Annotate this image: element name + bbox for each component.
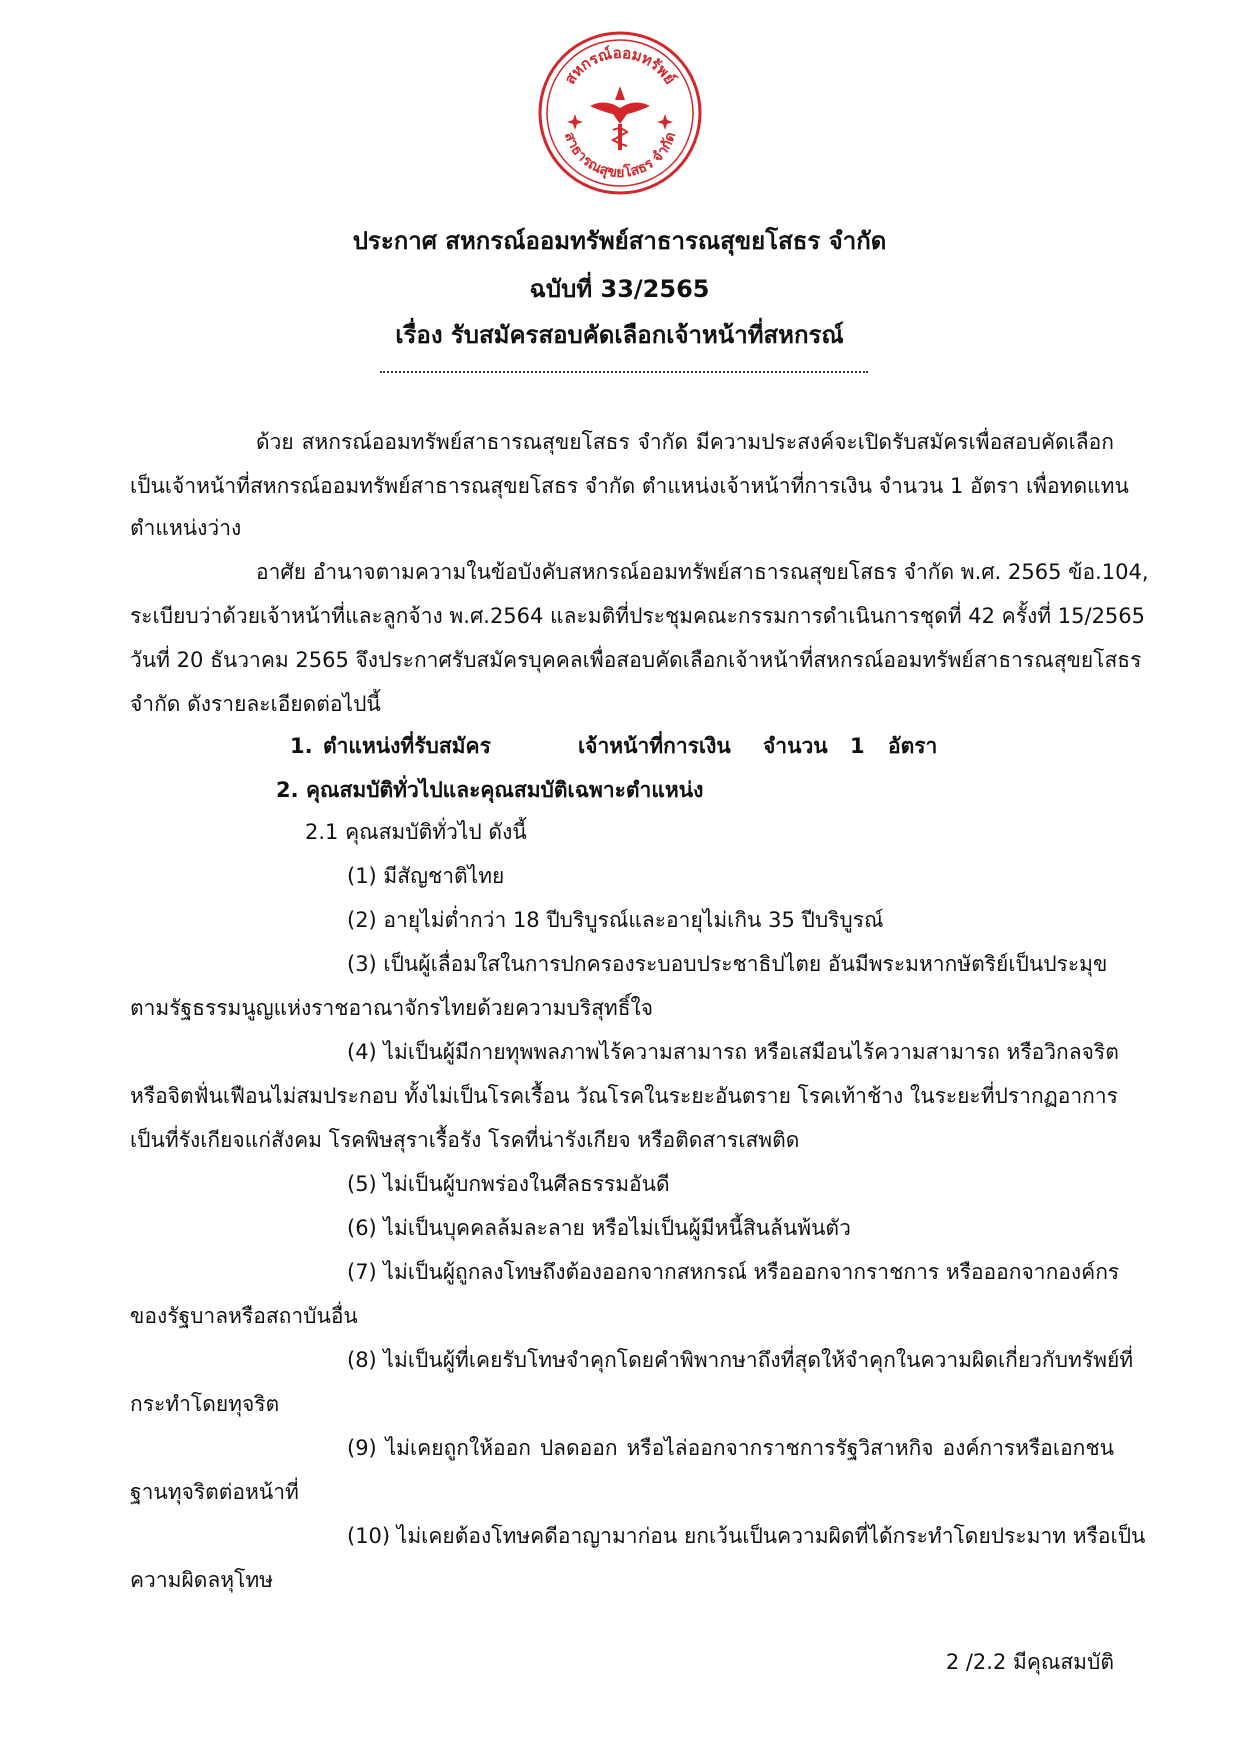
qualification-item-8-line-1: (8) ไม่เป็นผู้ที่เคยรับโทษจำคุกโดยคำพิพากษาถึงที่สุดให้จำคุกในความผิดเกี่ยวกับทรัพย์ที่ <box>347 1348 1134 1372</box>
paragraph-2-line-3: วันที่ 20 ธันวาคม 2565 จึงประกาศรับสมัครบุคคลเพื่อสอบคัดเลือกเจ้าหน้าที่สหกรณ์ออมทรัพย์สาธารณสุขยโสธร <box>130 648 1142 672</box>
qualification-item-5: (5) ไม่เป็นผู้บกพร่องในศีลธรรมอันดี <box>347 1172 670 1196</box>
qualification-item-3-line-2: ตามรัฐธรรมนูญแห่งราชอาณาจักรไทยด้วยความบริสุทธิ์ใจ <box>130 996 654 1020</box>
qualification-item-4-line-3: เป็นที่รังเกียจแก่สังคม โรคพิษสุราเรื้อรัง โรคที่น่ารังเกียจ หรือติดสารเสพติด <box>130 1128 800 1152</box>
seal-text-bottom: สาธารณสุขยโสธร จำกัด <box>560 130 680 182</box>
paragraph-2-line-2: ระเบียบว่าด้วยเจ้าหน้าที่และลูกจ้าง พ.ศ.2564 และมติที่ประชุมคณะกรรมการดำเนินการชุดที่ 42 ครั้งที่ 15/2565 <box>130 604 1146 628</box>
paragraph-1-line-2: เป็นเจ้าหน้าที่สหกรณ์ออมทรัพย์สาธารณสุขยโสธร จำกัด ตำแหน่งเจ้าหน้าที่การเงิน จำนวน 1 อัตรา เพื่อทดแทน <box>130 474 1129 498</box>
qualification-item-2: (2) อายุไม่ต่ำกว่า 18 ปีบริบูรณ์และอายุไม่เกิน 35 ปีบริบูรณ์ <box>347 908 884 932</box>
paragraph-2-line-4: จำกัด ดังรายละเอียดต่อไปนี้ <box>130 692 381 716</box>
dotted-divider <box>380 370 868 373</box>
announcement-number: ฉบับที่ 33/2565 <box>529 275 710 303</box>
cooperative-seal-logo <box>535 28 705 198</box>
qualification-item-6: (6) ไม่เป็นบุคคลล้มละลาย หรือไม่เป็นผู้มีหนี้สินล้นพ้นตัว <box>347 1216 851 1240</box>
announcement-subject: เรื่อง รับสมัครสอบคัดเลือกเจ้าหน้าที่สหกรณ์ <box>395 321 844 349</box>
section-2-1-heading: 2.1 คุณสมบัติทั่วไป ดังนี้ <box>305 820 527 844</box>
section-1-unit: อัตรา <box>888 734 938 758</box>
qualification-item-4-line-2: หรือจิตฟั่นเฟือนไม่สมประกอบ ทั้งไม่เป็นโรคเรื้อน วัณโรคในระยะอันตราย โรคเท้าช้าง ในระยะที่ปรากฏอาการ <box>130 1084 1118 1108</box>
page-continuation-note: 2 /2.2 มีคุณสมบัติ <box>945 1650 1114 1674</box>
section-1-position: เจ้าหน้าที่การเงิน <box>578 734 731 758</box>
section-1-count: 1 <box>850 734 865 758</box>
seal-text-top: สหกรณ์ออมทรัพย์ <box>560 43 680 88</box>
section-1-number: 1. <box>290 734 313 758</box>
qualification-item-8-line-2: กระทำโดยทุจริต <box>130 1392 280 1416</box>
paragraph-1-line-1: ด้วย สหกรณ์ออมทรัพย์สาธารณสุขยโสธร จำกัด มีความประสงค์จะเปิดรับสมัครเพื่อสอบคัดเลือก <box>256 430 1114 454</box>
qualification-item-4-line-1: (4) ไม่เป็นผู้มีกายทุพพลภาพไร้ความสามารถ หรือเสมือนไร้ความสามารถ หรือวิกลจริต <box>347 1040 1119 1064</box>
qualification-item-7-line-2: ของรัฐบาลหรือสถาบันอื่น <box>130 1304 358 1328</box>
section-1-count-label: จำนวน <box>763 734 828 758</box>
section-2-number: 2. <box>276 778 299 802</box>
paragraph-2-line-1: อาศัย อำนาจตามความในข้อบังคับสหกรณ์ออมทรัพย์สาธารณสุขยโสธร จำกัด พ.ศ. 2565 ข้อ.104, <box>256 560 1149 584</box>
qualification-item-9-line-2: ฐานทุจริตต่อหน้าที่ <box>130 1480 299 1504</box>
qualification-item-10-line-1: (10) ไม่เคยต้องโทษคดีอาญามาก่อน ยกเว้นเป็นความผิดที่ได้กระทำโดยประมาท หรือเป็น <box>347 1524 1146 1548</box>
qualification-item-7-line-1: (7) ไม่เป็นผู้ถูกลงโทษถึงต้องออกจากสหกรณ์ หรือออกจากราชการ หรือออกจากองค์กร <box>347 1260 1120 1284</box>
paragraph-1-line-3: ตำแหน่งว่าง <box>130 516 242 540</box>
section-1-label: ตำแหน่งที่รับสมัคร <box>323 734 491 758</box>
qualification-item-3-line-1: (3) เป็นผู้เลื่อมใสในการปกครองระบอบประชาธิปไตย อันมีพระมหากษัตริย์เป็นประมุข <box>347 952 1108 976</box>
svg-text:สหกรณ์ออมทรัพย์ <box>561 44 679 88</box>
section-2-label: คุณสมบัติทั่วไปและคุณสมบัติเฉพาะตำแหน่ง <box>306 778 704 802</box>
seal-graphic <box>535 28 705 198</box>
qualification-item-10-line-2: ความผิดลหุโทษ <box>130 1568 274 1592</box>
announcement-title: ประกาศ สหกรณ์ออมทรัพย์สาธารณสุขยโสธร จำกัด <box>352 227 887 255</box>
qualification-item-1: (1) มีสัญชาติไทย <box>347 864 505 888</box>
qualification-item-9-line-1: (9) ไม่เคยถูกให้ออก ปลดออก หรือไล่ออกจากราชการรัฐวิสาหกิจ องค์การหรือเอกชน <box>347 1436 1114 1460</box>
